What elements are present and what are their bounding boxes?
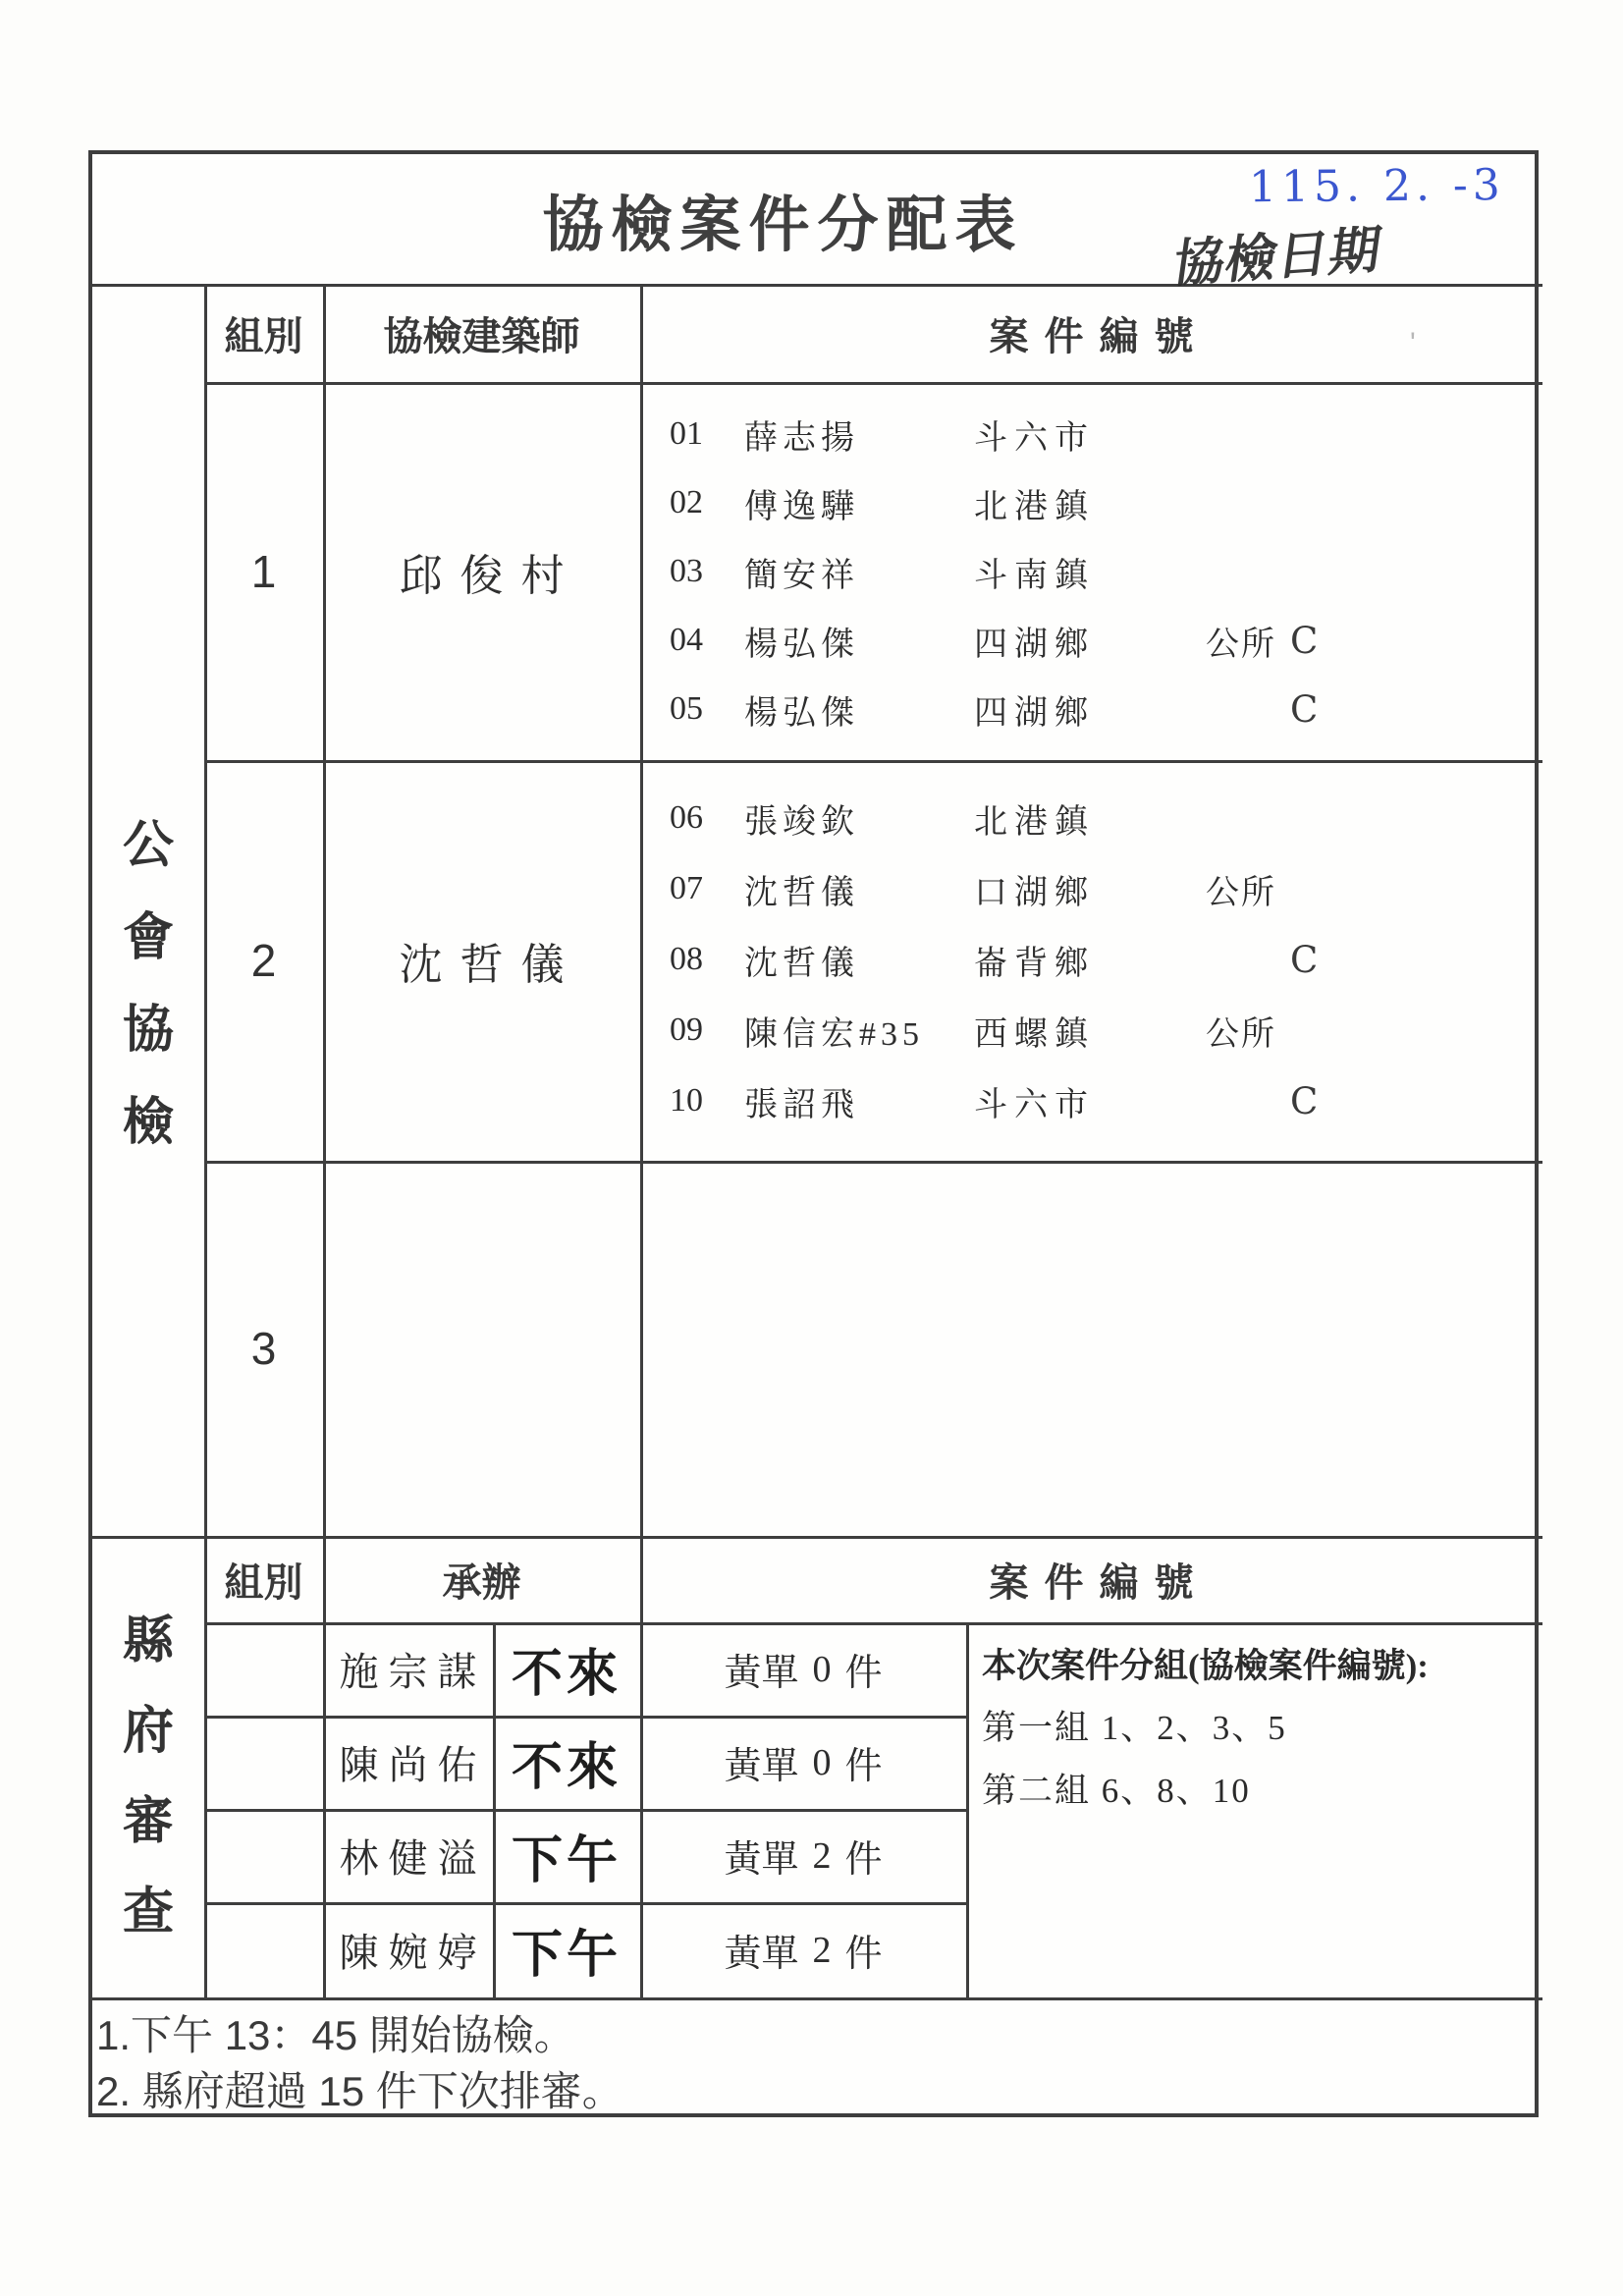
case-number: 09 [670, 1011, 703, 1048]
case-row [640, 853, 1542, 924]
case-mark: C [1290, 619, 1319, 662]
review-row-yellow-slip [640, 1809, 966, 1902]
side-char: 府 [122, 1703, 174, 1760]
yellow-slip-count: 0 [812, 1741, 832, 1783]
yellow-slip-label: 黃單 [724, 1934, 799, 1975]
review-row-status: 不來 [511, 1739, 622, 1796]
side-char: 協 [122, 1001, 174, 1059]
review-row-group [204, 1716, 323, 1809]
case-grouping-notes-box [966, 1622, 1542, 1997]
case-town: 斗六市 [974, 1086, 1095, 1123]
case-row [640, 783, 1542, 853]
case-number: 01 [670, 415, 703, 452]
review-row-yellow-slip [640, 1622, 966, 1716]
yellow-slip-unit: 件 [844, 1746, 883, 1787]
date-stamp: 115. 2. -3 [1248, 159, 1506, 212]
case-row [640, 924, 1542, 995]
case-town: 北港鎮 [974, 488, 1095, 525]
case-town: 西螺鎮 [974, 1015, 1095, 1053]
bottom-header-group: 組別 [224, 1560, 303, 1605]
review-row-name: 施宗謀 [339, 1650, 487, 1694]
group2-architect: 沈哲儀 [399, 941, 582, 989]
side-char: 會 [122, 908, 174, 966]
yellow-slip-unit: 件 [844, 1653, 883, 1694]
case-number: 06 [670, 799, 703, 836]
case-row [640, 537, 1542, 606]
case-name: 楊弘傑 [744, 694, 859, 732]
case-row [640, 995, 1542, 1066]
top-header-cases: 案件編號 [989, 314, 1210, 358]
group3-architect [323, 1161, 640, 1536]
case-row [640, 606, 1542, 675]
case-number: 04 [670, 622, 703, 658]
yellow-slip-unit: 件 [844, 1839, 883, 1881]
case-name: 陳信宏#35 [744, 1015, 924, 1053]
side-label-association-inspection [92, 284, 204, 1536]
side-char: 檢 [122, 1093, 174, 1151]
review-row-name: 陳婉婷 [339, 1931, 487, 1975]
group3-number: 3 [250, 1323, 277, 1374]
case-town: 崙背鄉 [974, 945, 1095, 982]
bottom-header-cases: 案件編號 [989, 1560, 1210, 1605]
case-town: 斗六市 [974, 419, 1095, 457]
case-row [640, 468, 1542, 537]
case-row [640, 675, 1542, 743]
case-name: 沈哲儀 [744, 945, 859, 982]
scan-artifact: ' [1410, 327, 1416, 359]
side-label-county-review [92, 1536, 204, 1997]
review-row-yellow-slip [640, 1902, 966, 1997]
review-row-status: 不來 [511, 1646, 622, 1703]
yellow-slip-count: 2 [812, 1929, 832, 1971]
case-name: 沈哲儀 [744, 874, 859, 911]
yellow-slip-label: 黃單 [724, 1653, 799, 1694]
review-row-name: 陳尚佑 [339, 1743, 487, 1787]
case-name: 薛志揚 [744, 419, 859, 457]
yellow-slip-count: 0 [812, 1648, 832, 1690]
review-row-name: 林健溢 [339, 1836, 487, 1881]
side-char: 審 [122, 1793, 174, 1850]
group1-number: 1 [250, 545, 277, 597]
case-row [640, 400, 1542, 468]
case-name: 張詔飛 [744, 1086, 859, 1123]
top-header-architect: 協檢建築師 [383, 314, 580, 358]
case-office: 公所 [1206, 626, 1276, 663]
side-char: 公 [122, 816, 174, 874]
top-header-group: 組別 [224, 314, 303, 358]
yellow-slip-count: 2 [812, 1834, 832, 1877]
footer-notes [92, 1997, 1542, 2121]
review-row-yellow-slip [640, 1716, 966, 1809]
side-char: 查 [122, 1884, 174, 1941]
review-row-status: 下午 [511, 1832, 622, 1889]
footer-note-1: 1.下午 13：45 開始協檢。 [96, 2012, 575, 2058]
case-mark: C [1290, 1079, 1319, 1122]
review-row-group [204, 1622, 323, 1716]
case-office: 公所 [1206, 874, 1276, 911]
review-row-status: 下午 [511, 1927, 622, 1984]
notes-box-title: 本次案件分組(協檢案件編號): [982, 1647, 1429, 1685]
case-mark: C [1290, 687, 1319, 731]
review-row-group [204, 1902, 323, 1997]
page-title: 協檢案件分配表 [542, 191, 1024, 259]
footer-note-2: 2. 縣府超過 15 件下次排審。 [96, 2068, 623, 2114]
case-town: 口湖鄉 [974, 874, 1095, 911]
case-town: 斗南鎮 [974, 557, 1095, 594]
case-number: 10 [670, 1082, 703, 1119]
case-name: 楊弘傑 [744, 626, 859, 663]
notes-box-group1: 第一組 1、2、3、5 [982, 1709, 1287, 1747]
notes-box-group2: 第二組 6、8、10 [982, 1772, 1251, 1810]
yellow-slip-label: 黃單 [724, 1839, 799, 1881]
bottom-header-handler: 承辦 [442, 1560, 521, 1605]
group2-number: 2 [250, 935, 277, 986]
case-number: 08 [670, 941, 703, 977]
case-number: 03 [670, 553, 703, 589]
group2-case-list [640, 783, 1542, 1136]
case-name: 傅逸驊 [744, 488, 859, 525]
case-town: 四湖鄉 [974, 694, 1095, 732]
case-town: 四湖鄉 [974, 626, 1095, 663]
case-name: 張竣欽 [744, 803, 859, 841]
case-number: 02 [670, 484, 703, 520]
case-mark: C [1290, 938, 1319, 981]
form-outer-border [88, 150, 1539, 2117]
group1-architect: 邱俊村 [399, 551, 582, 600]
case-town: 北港鎮 [974, 803, 1095, 841]
case-row [640, 1066, 1542, 1136]
yellow-slip-label: 黃單 [724, 1746, 799, 1787]
side-char: 縣 [122, 1613, 174, 1669]
review-row-group [204, 1809, 323, 1902]
yellow-slip-unit: 件 [844, 1934, 883, 1975]
case-office: 公所 [1206, 1015, 1276, 1053]
case-number: 05 [670, 690, 703, 727]
handwritten-date-label: 協檢日期 [1169, 220, 1386, 294]
group1-case-list [640, 400, 1542, 743]
case-name: 簡安祥 [744, 557, 859, 594]
case-number: 07 [670, 870, 703, 906]
